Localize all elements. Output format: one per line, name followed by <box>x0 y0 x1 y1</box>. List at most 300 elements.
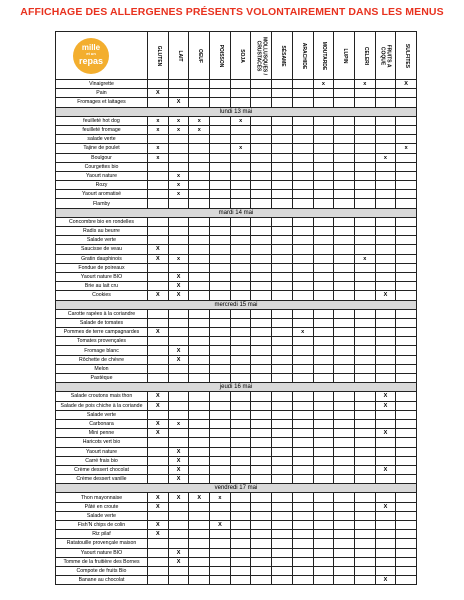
allergen-mark <box>251 502 272 511</box>
allergen-mark <box>210 89 231 98</box>
allergen-mark <box>354 364 375 373</box>
allergen-mark <box>375 318 396 327</box>
allergen-mark <box>292 392 313 401</box>
allergen-mark <box>396 254 417 263</box>
allergen-mark <box>210 548 231 557</box>
allergen-mark <box>313 364 334 373</box>
allergen-mark <box>148 465 169 474</box>
allergen-mark: X <box>168 272 189 281</box>
allergen-mark <box>354 199 375 208</box>
allergen-mark <box>313 217 334 226</box>
allergen-mark: x <box>230 116 251 125</box>
allergen-mark <box>189 171 210 180</box>
allergen-mark <box>313 135 334 144</box>
allergen-mark <box>210 153 231 162</box>
allergen-mark <box>272 521 293 530</box>
allergen-mark <box>313 89 334 98</box>
allergen-mark <box>148 263 169 272</box>
allergen-mark <box>210 392 231 401</box>
allergen-mark: X <box>168 456 189 465</box>
allergen-mark <box>189 438 210 447</box>
dish-row <box>56 199 417 208</box>
allergen-mark <box>396 456 417 465</box>
allergen-mark <box>189 144 210 153</box>
allergen-mark <box>375 171 396 180</box>
allergen-mark <box>168 135 189 144</box>
dish-name: Tomme de la fruitière des Bornes <box>56 557 148 566</box>
allergen-mark <box>148 236 169 245</box>
allergen-mark <box>272 374 293 383</box>
dish-name: Yaourt aromatisé <box>56 190 148 199</box>
allergen-header <box>313 32 334 80</box>
allergen-mark <box>354 429 375 438</box>
dish-name: Boulgour <box>56 153 148 162</box>
allergen-mark <box>189 318 210 327</box>
allergen-mark <box>313 263 334 272</box>
allergen-mark <box>334 410 355 419</box>
allergen-mark <box>230 530 251 539</box>
allergen-mark <box>168 199 189 208</box>
allergen-mark <box>375 190 396 199</box>
allergen-mark <box>210 419 231 428</box>
allergen-mark <box>251 318 272 327</box>
allergen-mark <box>313 374 334 383</box>
allergen-mark <box>354 392 375 401</box>
allergen-mark <box>292 309 313 318</box>
dish-name: Yaourt nature BIO <box>56 272 148 281</box>
allergen-header <box>251 32 272 80</box>
allergen-mark <box>189 429 210 438</box>
allergen-mark <box>230 438 251 447</box>
dish-row <box>56 245 417 254</box>
allergen-mark <box>251 171 272 180</box>
allergen-mark <box>251 374 272 383</box>
dish-name: Fromages et laitages <box>56 98 148 107</box>
allergen-mark <box>230 548 251 557</box>
allergen-mark <box>272 116 293 125</box>
allergen-mark <box>230 125 251 134</box>
allergen-mark <box>189 465 210 474</box>
allergen-mark <box>189 236 210 245</box>
allergen-mark <box>334 328 355 337</box>
allergen-mark <box>210 144 231 153</box>
allergen-mark <box>375 346 396 355</box>
allergen-mark: x <box>313 80 334 89</box>
allergen-mark <box>354 153 375 162</box>
allergen-mark <box>375 162 396 171</box>
allergen-mark <box>148 374 169 383</box>
dish-row <box>56 539 417 548</box>
allergen-mark <box>230 493 251 502</box>
allergen-mark <box>230 337 251 346</box>
allergen-mark <box>210 374 231 383</box>
dish-name: Gratin dauphinois <box>56 254 148 263</box>
allergen-mark <box>230 272 251 281</box>
allergen-mark <box>354 236 375 245</box>
allergen-mark: x <box>168 190 189 199</box>
allergen-mark <box>251 401 272 410</box>
dish-name: Salade de pois chiche à la coriande <box>56 401 148 410</box>
dish-row <box>56 410 417 419</box>
allergen-mark <box>375 364 396 373</box>
allergen-mark <box>210 576 231 585</box>
allergen-mark <box>210 135 231 144</box>
allergen-mark <box>251 282 272 291</box>
allergen-mark <box>210 181 231 190</box>
allergen-mark <box>334 236 355 245</box>
allergen-label: MOUTARDE <box>321 41 328 70</box>
dish-name: Cookies <box>56 291 148 300</box>
dish-name: Melon <box>56 364 148 373</box>
allergen-mark <box>292 153 313 162</box>
allergen-mark <box>272 346 293 355</box>
dish-name: Fondue de poireaux <box>56 263 148 272</box>
allergen-mark <box>168 429 189 438</box>
allergen-mark <box>168 438 189 447</box>
allergen-mark: X <box>189 493 210 502</box>
dish-name: Tomates provençales <box>56 337 148 346</box>
allergen-mark <box>251 419 272 428</box>
logo-cell <box>56 32 148 80</box>
allergen-mark <box>292 263 313 272</box>
allergen-mark <box>210 291 231 300</box>
allergen-mark <box>210 557 231 566</box>
allergen-mark <box>189 89 210 98</box>
allergen-mark <box>334 98 355 107</box>
allergen-mark <box>189 162 210 171</box>
allergen-mark <box>396 282 417 291</box>
allergen-mark <box>292 346 313 355</box>
allergen-mark: X <box>375 576 396 585</box>
allergen-mark <box>396 125 417 134</box>
allergen-mark: X <box>148 521 169 530</box>
allergen-mark <box>396 566 417 575</box>
logo: mille et un repas <box>73 38 109 74</box>
allergen-mark <box>272 80 293 89</box>
allergen-mark <box>334 272 355 281</box>
dish-name: Riz pilaf <box>56 530 148 539</box>
allergen-mark <box>292 493 313 502</box>
allergen-mark <box>230 355 251 364</box>
allergen-mark <box>272 125 293 134</box>
allergen-mark: x <box>396 144 417 153</box>
allergen-mark <box>189 548 210 557</box>
allergen-mark <box>375 263 396 272</box>
allergen-mark <box>334 144 355 153</box>
allergen-mark <box>189 190 210 199</box>
allergen-mark <box>272 465 293 474</box>
allergen-mark <box>230 419 251 428</box>
allergen-mark <box>251 438 272 447</box>
allergen-mark <box>375 493 396 502</box>
dish-row <box>56 419 417 428</box>
allergen-mark <box>396 392 417 401</box>
allergen-mark <box>396 548 417 557</box>
allergen-mark <box>272 475 293 484</box>
allergen-mark <box>396 181 417 190</box>
allergen-mark <box>354 548 375 557</box>
allergen-mark <box>210 539 231 548</box>
dish-row <box>56 475 417 484</box>
allergen-mark <box>313 511 334 520</box>
allergen-header <box>272 32 293 80</box>
allergen-mark <box>251 328 272 337</box>
allergen-mark <box>313 291 334 300</box>
allergen-mark <box>375 125 396 134</box>
allergen-mark <box>230 429 251 438</box>
dish-row <box>56 502 417 511</box>
allergen-mark <box>230 245 251 254</box>
allergen-mark <box>313 401 334 410</box>
dish-row <box>56 566 417 575</box>
dish-row <box>56 291 417 300</box>
allergen-mark: X <box>148 419 169 428</box>
allergen-mark <box>148 447 169 456</box>
allergen-label: GLUTEN <box>155 45 162 66</box>
allergen-mark <box>210 502 231 511</box>
allergen-mark <box>189 566 210 575</box>
allergen-mark <box>272 227 293 236</box>
allergen-mark <box>148 475 169 484</box>
allergen-mark <box>334 374 355 383</box>
allergen-mark: X <box>168 282 189 291</box>
allergen-mark <box>251 181 272 190</box>
allergen-mark <box>334 419 355 428</box>
allergen-mark <box>168 309 189 318</box>
allergen-mark <box>354 511 375 520</box>
allergen-mark <box>168 227 189 236</box>
allergen-mark <box>313 199 334 208</box>
allergen-mark <box>396 364 417 373</box>
allergen-mark: X <box>396 80 417 89</box>
allergen-mark <box>313 557 334 566</box>
allergen-mark <box>334 475 355 484</box>
allergen-mark: X <box>148 291 169 300</box>
allergen-mark <box>272 272 293 281</box>
allergen-mark <box>251 98 272 107</box>
allergen-mark <box>251 309 272 318</box>
dish-row <box>56 346 417 355</box>
allergen-mark <box>375 456 396 465</box>
allergen-mark <box>292 374 313 383</box>
allergen-mark <box>375 419 396 428</box>
allergen-mark <box>313 502 334 511</box>
allergen-mark <box>251 530 272 539</box>
allergen-mark <box>168 144 189 153</box>
allergen-mark <box>334 566 355 575</box>
allergen-mark <box>334 364 355 373</box>
allergen-mark <box>251 447 272 456</box>
allergen-mark <box>292 521 313 530</box>
allergen-mark <box>210 328 231 337</box>
allergen-mark <box>230 236 251 245</box>
allergen-mark <box>210 80 231 89</box>
allergen-mark <box>292 475 313 484</box>
allergen-label: LAIT <box>176 49 183 62</box>
allergen-mark <box>334 291 355 300</box>
allergen-mark <box>334 346 355 355</box>
allergen-mark <box>375 245 396 254</box>
allergen-mark <box>375 98 396 107</box>
allergen-mark <box>189 272 210 281</box>
dish-name: Vinaigrette <box>56 80 148 89</box>
allergen-mark <box>230 227 251 236</box>
allergen-mark <box>334 190 355 199</box>
day-label: vendredi 17 mai <box>56 484 417 493</box>
allergen-mark <box>375 521 396 530</box>
allergen-mark <box>354 346 375 355</box>
allergen-mark <box>334 392 355 401</box>
allergen-mark <box>251 465 272 474</box>
allergen-mark <box>334 447 355 456</box>
allergen-mark <box>189 217 210 226</box>
allergen-mark <box>189 245 210 254</box>
allergen-mark <box>189 511 210 520</box>
allergen-mark <box>272 162 293 171</box>
allergen-mark <box>313 530 334 539</box>
dish-name: Radis au beurre <box>56 227 148 236</box>
dish-name: Salade verte <box>56 236 148 245</box>
allergen-mark <box>210 125 231 134</box>
allergen-mark <box>210 245 231 254</box>
allergen-mark <box>189 135 210 144</box>
allergen-mark <box>230 98 251 107</box>
allergen-mark: X <box>168 465 189 474</box>
allergen-mark <box>396 511 417 520</box>
allergen-mark <box>168 364 189 373</box>
allergen-mark <box>354 438 375 447</box>
allergen-mark <box>334 548 355 557</box>
allergen-mark <box>292 125 313 134</box>
dish-name: Pommes de terre campagnardes <box>56 328 148 337</box>
allergen-mark <box>230 557 251 566</box>
dish-row <box>56 80 417 89</box>
allergen-mark <box>148 227 169 236</box>
dish-row <box>56 511 417 520</box>
allergen-mark <box>230 539 251 548</box>
allergen-mark <box>148 410 169 419</box>
allergen-mark <box>396 447 417 456</box>
dish-row <box>56 272 417 281</box>
allergen-mark <box>292 144 313 153</box>
allergen-mark <box>189 254 210 263</box>
allergen-mark <box>251 162 272 171</box>
allergen-mark <box>354 171 375 180</box>
allergen-mark <box>375 548 396 557</box>
allergen-mark <box>210 410 231 419</box>
allergen-mark <box>148 135 169 144</box>
allergen-mark <box>354 410 375 419</box>
allergen-mark <box>168 245 189 254</box>
dish-name: feuilleté fromage <box>56 125 148 134</box>
allergen-mark <box>230 199 251 208</box>
allergen-mark <box>313 282 334 291</box>
allergen-mark: X <box>148 245 169 254</box>
allergen-mark <box>396 309 417 318</box>
allergen-mark <box>251 125 272 134</box>
dish-name: Courgettes bio <box>56 162 148 171</box>
allergen-mark <box>292 227 313 236</box>
allergen-mark <box>292 438 313 447</box>
allergen-mark <box>313 539 334 548</box>
allergen-mark <box>230 89 251 98</box>
day-header-row <box>56 300 417 309</box>
allergen-mark <box>292 539 313 548</box>
allergen-mark <box>375 438 396 447</box>
allergen-mark <box>375 236 396 245</box>
dish-row <box>56 181 417 190</box>
allergen-mark: X <box>210 521 231 530</box>
dish-row <box>56 337 417 346</box>
allergen-mark <box>272 245 293 254</box>
allergen-mark <box>313 447 334 456</box>
allergen-mark <box>313 98 334 107</box>
allergen-mark <box>354 374 375 383</box>
allergen-mark: x <box>148 125 169 134</box>
allergen-mark <box>251 245 272 254</box>
allergen-mark <box>292 245 313 254</box>
allergen-mark <box>272 419 293 428</box>
allergen-mark <box>354 337 375 346</box>
allergen-mark <box>313 181 334 190</box>
allergen-mark <box>251 521 272 530</box>
allergen-mark <box>396 576 417 585</box>
allergen-mark <box>168 80 189 89</box>
allergen-mark <box>272 392 293 401</box>
allergen-mark <box>251 227 272 236</box>
dish-row <box>56 374 417 383</box>
allergen-mark <box>354 328 375 337</box>
dish-name: Thon mayonnaise <box>56 493 148 502</box>
allergen-mark <box>375 539 396 548</box>
dish-row <box>56 465 417 474</box>
allergen-mark <box>334 282 355 291</box>
day-label: lundi 13 mai <box>56 107 417 116</box>
dish-name: Yaourt nature <box>56 447 148 456</box>
allergen-mark <box>251 217 272 226</box>
allergen-mark <box>148 557 169 566</box>
dish-row <box>56 318 417 327</box>
allergen-mark <box>354 355 375 364</box>
allergen-mark <box>189 475 210 484</box>
allergen-mark <box>334 135 355 144</box>
allergen-mark <box>210 346 231 355</box>
allergen-mark <box>313 309 334 318</box>
allergen-mark <box>168 263 189 272</box>
allergen-mark <box>210 447 231 456</box>
dish-row <box>56 576 417 585</box>
allergen-mark <box>396 419 417 428</box>
allergen-mark: x <box>375 153 396 162</box>
allergen-mark: x <box>168 181 189 190</box>
allergen-mark <box>334 502 355 511</box>
allergen-mark <box>313 576 334 585</box>
dish-name: Pâté en croute <box>56 502 148 511</box>
allergen-mark <box>375 447 396 456</box>
dish-name: Pastèque <box>56 374 148 383</box>
allergen-mark <box>292 557 313 566</box>
allergen-mark <box>292 282 313 291</box>
allergen-mark <box>396 227 417 236</box>
day-label: jeudi 16 mai <box>56 383 417 392</box>
allergen-mark <box>148 309 169 318</box>
allergen-mark <box>148 190 169 199</box>
allergen-mark <box>251 254 272 263</box>
allergen-mark <box>334 181 355 190</box>
allergen-mark: X <box>148 493 169 502</box>
allergen-mark <box>251 337 272 346</box>
allergen-mark <box>251 557 272 566</box>
